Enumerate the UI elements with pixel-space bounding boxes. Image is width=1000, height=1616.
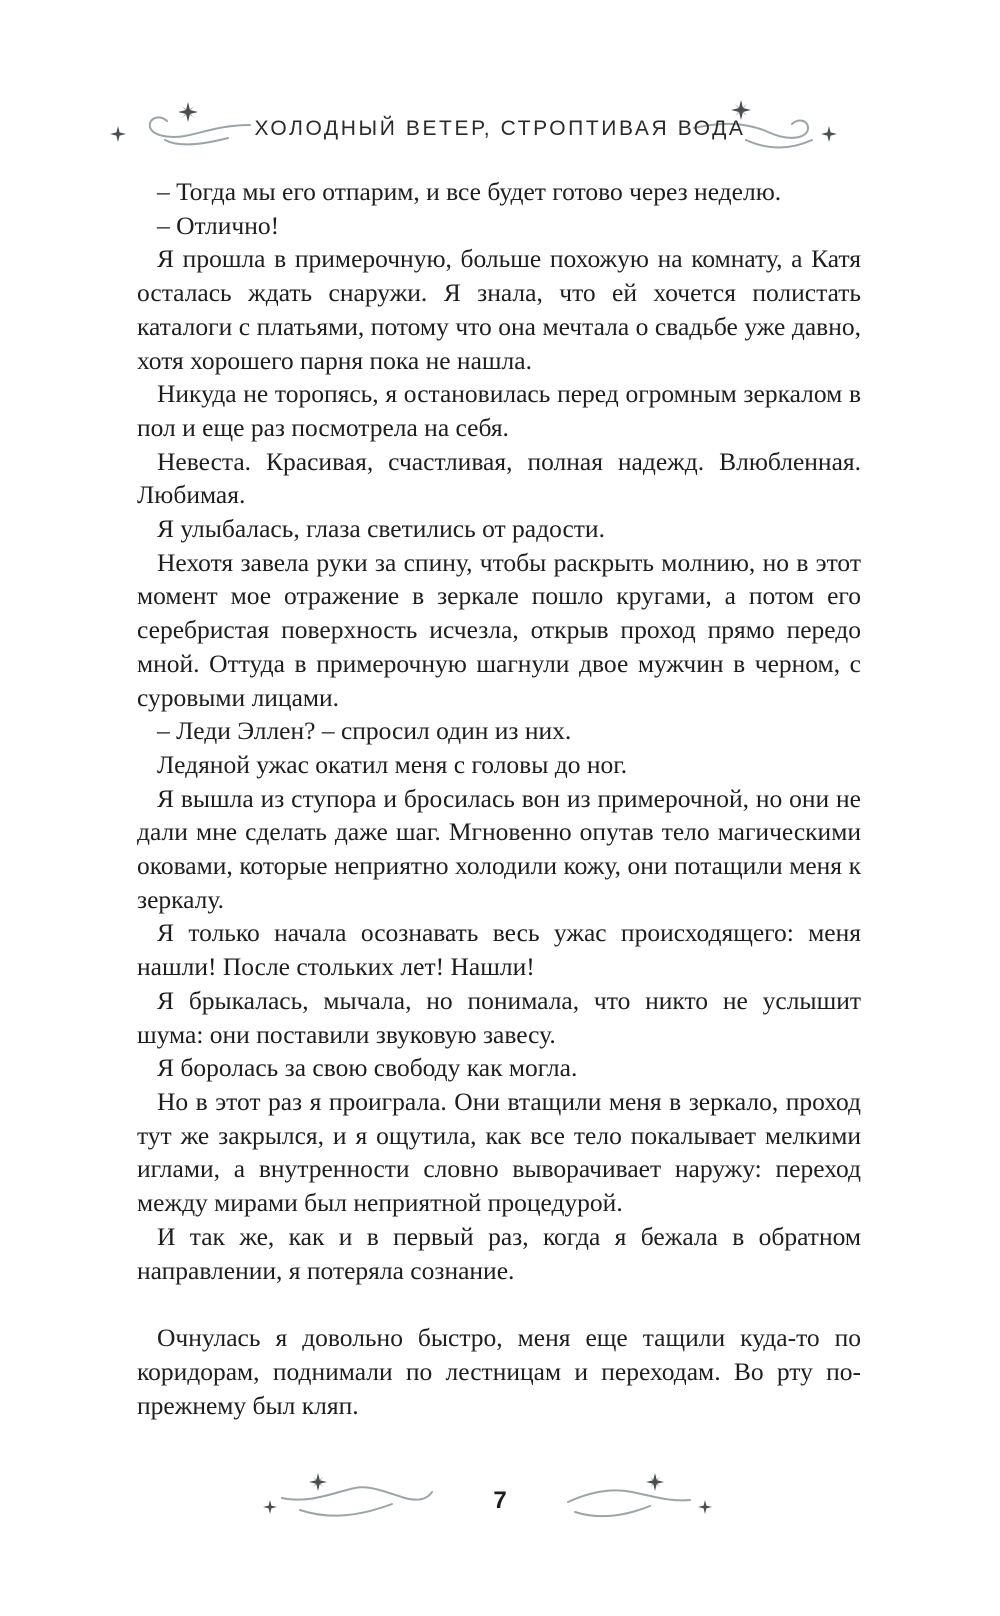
paragraph: Нехотя завела руки за спину, чтобы раскрыть молнию, но в этот момент мое отражение в зеркале пошло кругами, а потом его серебристая поверхность исчезла, открыв проход прямо передо мной. Оттуда в примерочную шагнули двое мужчин в черном, с суровыми лицами. <box>137 547 861 712</box>
page-header <box>0 92 1000 172</box>
paragraph: Никуда не торопясь, я остановилась перед огромным зеркалом в пол и еще раз посмотрела на себя. <box>137 379 861 442</box>
paragraph: – Леди Эллен? – спросил один из них. <box>157 716 572 746</box>
paragraph: – Отлично! <box>157 210 280 240</box>
paragraph: И так же, как и в первый раз, когда я бежала в обратном направлении, я потеряла сознание. <box>137 1221 861 1285</box>
paragraph: Очнулась я довольно быстро, меня еще тащили куда-то по коридорам, поднимали по лестницам и переходам. Во рту по-прежнему был кляп. <box>137 1323 861 1420</box>
paragraph: Ледяной ужас окатил меня с головы до ног. <box>157 749 628 779</box>
right-swirl-tail-ornament <box>746 140 812 148</box>
paragraph: Я брыкалась, мычала, но понимала, что никто не услышит шума: они поставили звуковую завесу. <box>137 985 861 1049</box>
body-text <box>137 175 861 1422</box>
paragraph: Невеста. Красивая, счастливая, полная надежд. Влюбленная. Любимая. <box>137 446 861 510</box>
paragraph: Я прошла в примерочную, больше похожую на комнату, а Катя осталась ждать снаружи. Я знала, что ей хочется полистать каталоги с платьями, потому что она мечтала о свадьбе уже давно, хотя хорошего парня пока не нашла. <box>137 244 861 375</box>
paragraph: Я только начала осознавать весь ужас происходящего: меня нашли! После стольких лет! Нашли! <box>137 918 861 982</box>
paragraph: – Тогда мы его отпарим, и все будет готово через неделю. <box>157 177 782 206</box>
paragraph: Но в этот раз я проиграла. Они втащили меня в зеркало, проход тут же закрылся, и я ощутила, как все тело покалывает мелкими иглами, а внутренности словно выворачивает наружу: переход между мирами был неприятной процедурой. <box>137 1086 861 1218</box>
paragraph: Я вышла из ступора и бросилась вон из примерочной, но они не дали мне сделать даже шаг. Мгновенно опутав тело магическими оковами, которые неприятно холодили кожу, они потащили меня к зеркалу. <box>137 783 861 914</box>
paragraph: Я улыбалась, глаза светились от радости. <box>157 514 605 544</box>
paragraph: Я боролась за свою свободу как могла. <box>157 1053 578 1083</box>
page-footer <box>0 1462 1000 1532</box>
page-number: 7 <box>493 1487 507 1514</box>
running-title: ХОЛОДНЫЙ ВЕТЕР, СТРОПТИВАЯ ВОДА <box>254 117 746 140</box>
